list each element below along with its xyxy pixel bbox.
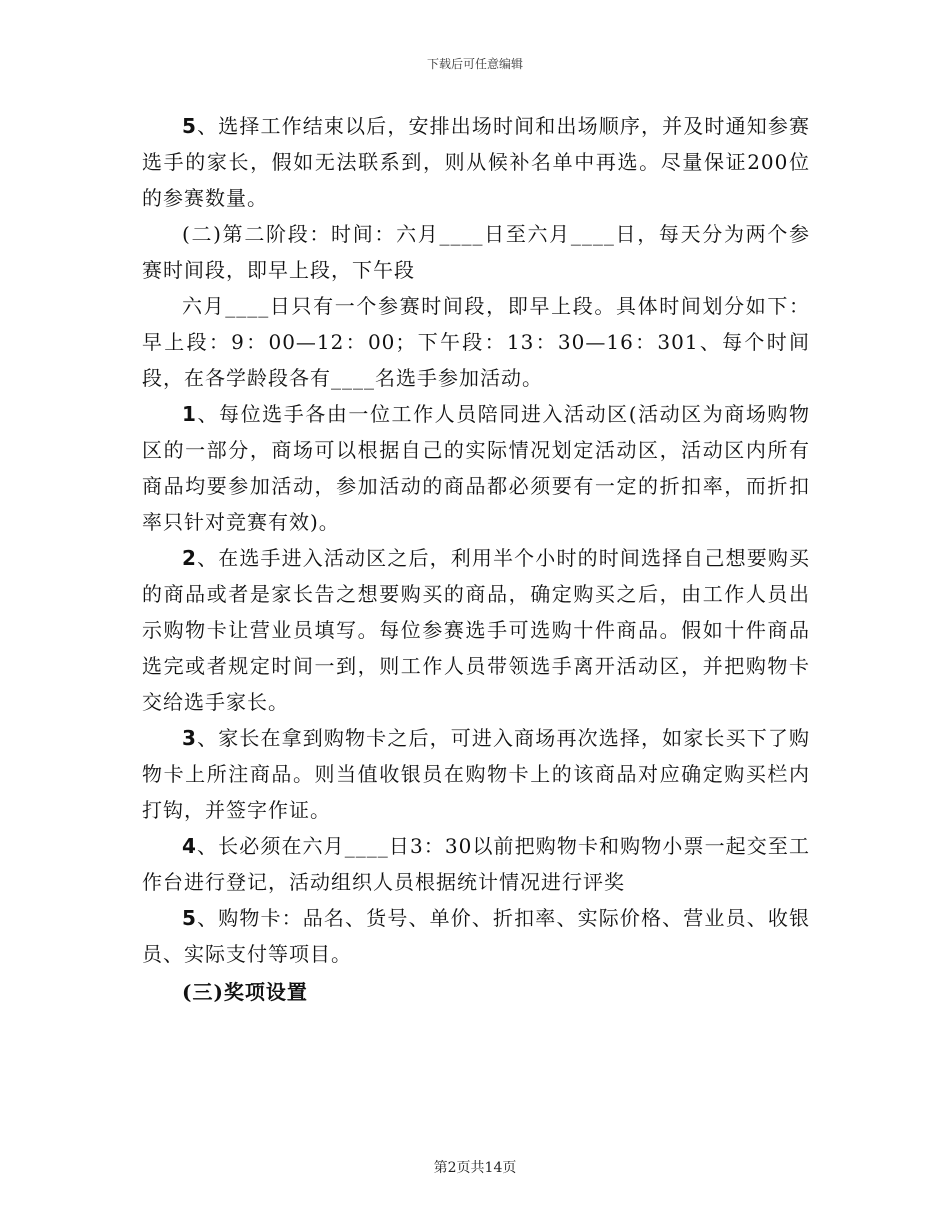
paragraph-3 [142,288,810,396]
paragraph-2 [142,216,810,288]
item-number: 3 [182,726,197,750]
paragraph-6 [142,720,810,828]
paragraph-text: (二)第二阶段：时间：六月____日至六月____日，每天分为两个参赛时间段，即早上段，下午段 [142,222,810,282]
document-body [142,108,810,1030]
paragraph-text: 、每位选手各由一位工作人员陪同进入活动区(活动区为商场购物区的一部分，商场可以根据自己的实际情况划定活动区，活动区内所有商品均要参加活动，参加活动的商品都必须要有一定的折扣率，而折扣率只针对竞赛有效)。 [142,402,810,534]
page-header: 下载后可任意编辑 [426,57,523,71]
item-number: 5 [182,114,197,138]
paragraph-4 [142,396,810,540]
paragraph-1 [142,108,810,216]
paragraph-text: 、选择工作结束以后，安排出场时间和出场顺序，并及时通知参赛选手的家长，假如无法联系到，则从候补名单中再选。尽量保证200位的参赛数量。 [142,114,810,210]
paragraph-text: 、家长在拿到购物卡之后，可进入商场再次选择，如家长买下了购物卡上所注商品。则当值收银员在购物卡上的该商品对应确定购买栏内打钩，并签字作证。 [142,726,810,822]
item-number: 2 [182,546,197,570]
paragraph-5 [142,540,810,720]
paragraph-text: 、长必须在六月____日3：30以前把购物卡和购物小票一起交至工作台进行登记，活动组织人员根据统计情况进行评奖 [142,834,810,894]
paragraph-8 [142,900,810,972]
page-footer: 第2页共14页 [433,1160,517,1176]
paragraph-text: 、购物卡：品名、货号、单价、折扣率、实际价格、营业员、收银员、实际支付等项目。 [142,906,810,966]
item-number: 1 [182,402,197,426]
item-number: 5 [182,906,197,930]
paragraph-7 [142,828,810,900]
paragraph-text: 六月____日只有一个参赛时间段，即早上段。具体时间划分如下：早上段：9：00—12：00；下午段：13：30—16：301、每个时间段，在各学龄段各有____名选手参加活动。 [142,294,810,390]
item-number: 4 [182,834,197,858]
section-heading: (三)奖项设置 [182,980,308,1004]
paragraph-text: 、在选手进入活动区之后，利用半个小时的时间选择自己想要购买的商品或者是家长告之想要购买的商品，确定购买之后，由工作人员出示购物卡让营业员填写。每位参赛选手可选购十件商品。假如十件商品选完或者规定时间一到，则工作人员带领选手离开活动区，并把购物卡交给选手家长。 [142,546,810,714]
